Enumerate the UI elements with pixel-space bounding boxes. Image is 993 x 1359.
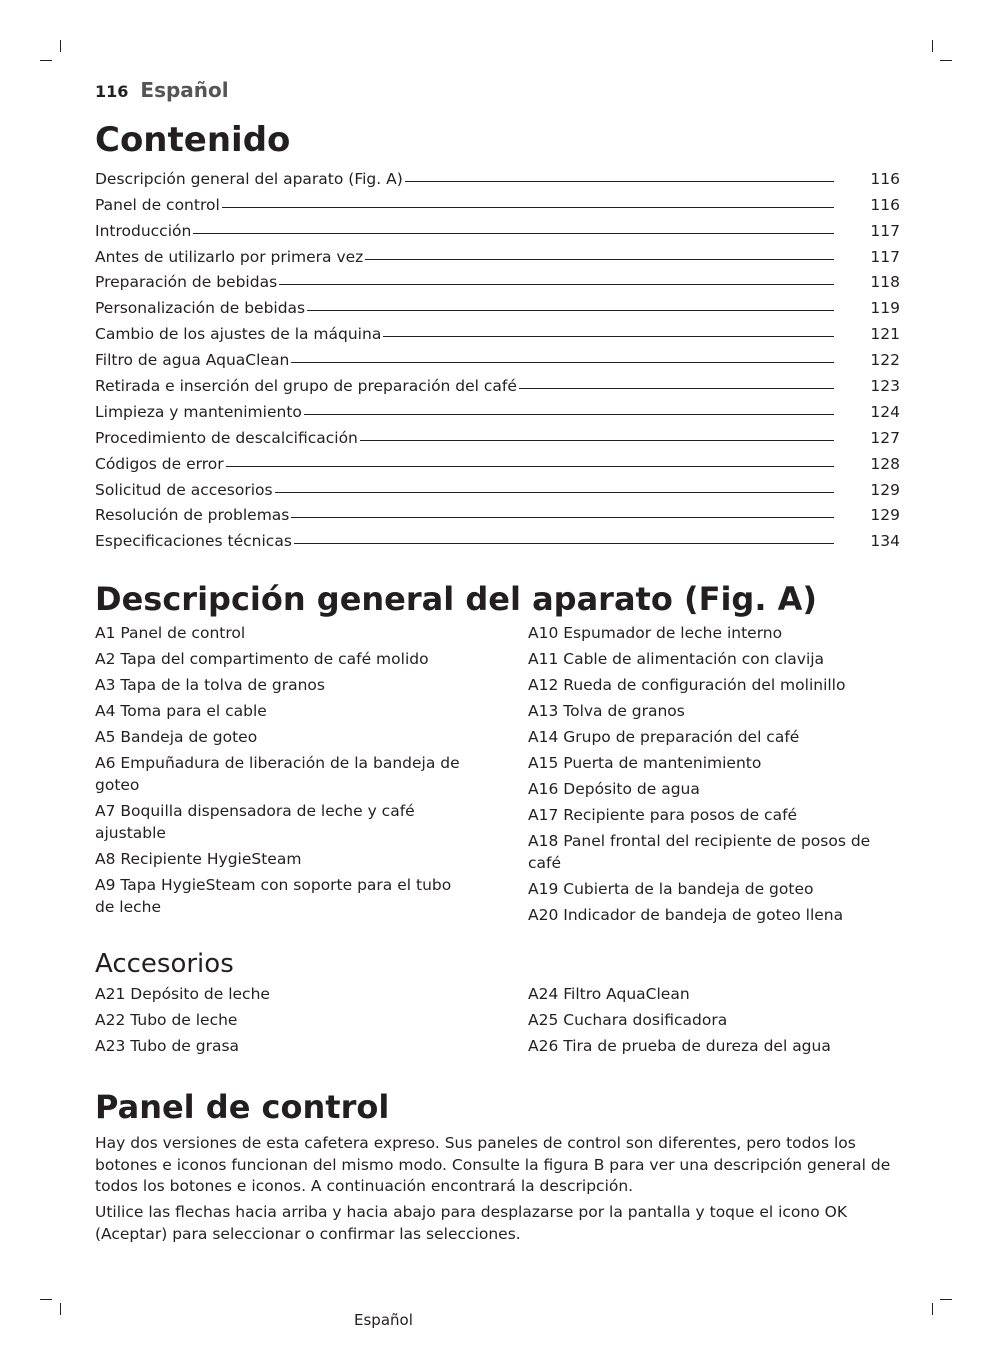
toc-leader-line — [226, 466, 834, 467]
control-panel-title: Panel de control — [95, 1088, 390, 1126]
toc-entry[interactable] — [95, 317, 900, 343]
part-list-item: A17 Recipiente para posos de café — [528, 806, 798, 824]
toc-entry-label: Procedimiento de descalcificación — [95, 428, 358, 447]
overview-left-column — [95, 622, 475, 922]
toc-entry-label: Personalización de bebidas — [95, 299, 306, 318]
toc-entry-page: 129 — [870, 480, 900, 499]
toc-entry[interactable] — [95, 395, 900, 421]
toc-entry[interactable] — [95, 499, 900, 525]
toc-entry-label: Filtro de agua AquaClean — [95, 351, 290, 370]
part-list-item: A4 Toma para el cable — [95, 702, 267, 720]
toc-entry-label: Antes de utilizarlo por primera vez — [95, 247, 364, 266]
overview-title: Descripción general del aparato (Fig. A) — [95, 580, 818, 618]
toc-leader-line — [275, 492, 834, 493]
toc-entry-label: Especificaciones técnicas — [95, 532, 292, 551]
toc-title: Contenido — [95, 120, 291, 160]
toc-entry-label: Resolución de problemas — [95, 506, 290, 525]
toc-entry-page: 129 — [870, 506, 900, 525]
toc-leader-line — [519, 388, 834, 389]
toc-entry[interactable] — [95, 214, 900, 240]
toc-entry-label: Preparación de bebidas — [95, 273, 278, 292]
toc-entry[interactable] — [95, 447, 900, 473]
toc-entry-label: Panel de control — [95, 195, 220, 214]
toc-entry-page: 117 — [870, 247, 900, 266]
toc-entry[interactable] — [95, 188, 900, 214]
toc-entry[interactable] — [95, 369, 900, 395]
crop-mark — [932, 1303, 933, 1315]
part-list-item: A21 Depósito de leche — [95, 985, 270, 1003]
toc-leader-line — [365, 259, 834, 260]
toc-leader-line — [405, 181, 834, 182]
toc-entry-label: Cambio de los ajustes de la máquina — [95, 325, 382, 344]
table-of-contents — [95, 162, 900, 550]
toc-entry-page: 119 — [870, 299, 900, 318]
part-list-item: A11 Cable de alimentación con clavija — [528, 650, 825, 668]
toc-leader-line — [279, 284, 834, 285]
toc-entry[interactable] — [95, 291, 900, 317]
part-list-item: A5 Bandeja de goteo — [95, 728, 258, 746]
part-list-item: A8 Recipiente HygieSteam — [95, 850, 302, 868]
toc-entry-page: 128 — [870, 454, 900, 473]
part-list-item: A15 Puerta de mantenimiento — [528, 754, 762, 772]
part-list-item: A16 Depósito de agua — [528, 780, 700, 798]
part-list-item: A24 Filtro AquaClean — [528, 985, 690, 1003]
crop-mark — [932, 40, 933, 52]
part-list-item: A1 Panel de control — [95, 624, 246, 642]
part-list-item: A13 Tolva de granos — [528, 702, 685, 720]
part-list-item: A14 Grupo de preparación del café — [528, 728, 800, 746]
part-list-item: A7 Boquilla dispensadora de leche y café ajustable — [95, 802, 415, 842]
toc-leader-line — [360, 440, 834, 441]
toc-entry-page: 134 — [870, 532, 900, 551]
toc-entry-page: 116 — [870, 169, 900, 188]
toc-entry-page: 116 — [870, 195, 900, 214]
toc-leader-line — [307, 310, 834, 311]
toc-leader-line — [291, 362, 834, 363]
toc-entry-label: Limpieza y mantenimiento — [95, 402, 302, 421]
toc-leader-line — [291, 517, 834, 518]
toc-entry-label: Códigos de error — [95, 454, 224, 473]
part-list-item: A18 Panel frontal del recipiente de posos de café — [528, 832, 871, 872]
page-header — [95, 78, 229, 102]
toc-leader-line — [383, 336, 834, 337]
part-list-item: A3 Tapa de la tolva de granos — [95, 676, 325, 694]
control-panel-paragraph: Hay dos versiones de esta cafetera expreso. Sus paneles de control son diferentes, pero todos los botones e iconos funcionan del mismo modo. Consulte la figura B para ver una descripción general de todos los botones e iconos. A continuación encontrará la descripción. — [95, 1134, 891, 1195]
crop-mark — [60, 40, 61, 52]
toc-entry[interactable] — [95, 343, 900, 369]
toc-leader-line — [304, 414, 834, 415]
part-list-item: A2 Tapa del compartimento de café molido — [95, 650, 429, 668]
part-list-item: A12 Rueda de configuración del molinillo — [528, 676, 846, 694]
toc-leader-line — [193, 233, 834, 234]
toc-entry[interactable] — [95, 240, 900, 266]
toc-entry-label: Descripción general del aparato (Fig. A) — [95, 169, 403, 188]
toc-entry-page: 122 — [870, 351, 900, 370]
toc-entry-page: 118 — [870, 273, 900, 292]
toc-entry-label: Solicitud de accesorios — [95, 480, 273, 499]
toc-entry[interactable] — [95, 162, 900, 188]
page-footer: Español — [354, 1311, 413, 1329]
toc-entry[interactable] — [95, 421, 900, 447]
part-list-item: A23 Tubo de grasa — [95, 1037, 240, 1055]
control-panel-paragraph: Utilice las flechas hacia arriba y hacia abajo para desplazarse por la pantalla y toque el icono OK (Aceptar) para seleccionar o confirmar las selecciones. — [95, 1203, 847, 1243]
part-list-item: A22 Tubo de leche — [95, 1011, 238, 1029]
crop-mark — [940, 1299, 952, 1300]
toc-entry[interactable] — [95, 524, 900, 550]
header-language: Español — [140, 78, 229, 102]
toc-leader-line — [294, 543, 834, 544]
toc-entry-page: 121 — [870, 325, 900, 344]
toc-entry[interactable] — [95, 266, 900, 292]
crop-mark — [40, 60, 52, 61]
toc-entry-page: 123 — [870, 377, 900, 396]
toc-entry-label: Retirada e inserción del grupo de preparación del café — [95, 377, 517, 396]
crop-mark — [40, 1299, 52, 1300]
page-number: 116 — [95, 82, 129, 101]
accessories-left-column — [95, 983, 475, 1061]
toc-entry-label: Introducción — [95, 221, 192, 240]
crop-mark — [940, 60, 952, 61]
part-list-item: A20 Indicador de bandeja de goteo llena — [528, 906, 844, 924]
toc-entry-page: 127 — [870, 428, 900, 447]
part-list-item: A26 Tira de prueba de dureza del agua — [528, 1037, 831, 1055]
overview-right-column — [528, 622, 898, 930]
crop-mark — [60, 1303, 61, 1315]
part-list-item: A19 Cubierta de la bandeja de goteo — [528, 880, 814, 898]
part-list-item: A10 Espumador de leche interno — [528, 624, 783, 642]
toc-entry-page: 117 — [870, 221, 900, 240]
part-list-item: A25 Cuchara dosificadora — [528, 1011, 728, 1029]
toc-leader-line — [222, 207, 834, 208]
part-list-item: A6 Empuñadura de liberación de la bandeja de goteo — [95, 754, 460, 794]
part-list-item: A9 Tapa HygieSteam con soporte para el tubo de leche — [95, 876, 452, 916]
toc-entry-page: 124 — [870, 402, 900, 421]
accessories-right-column — [528, 983, 908, 1061]
toc-entry[interactable] — [95, 473, 900, 499]
accessories-title: Accesorios — [95, 949, 234, 979]
